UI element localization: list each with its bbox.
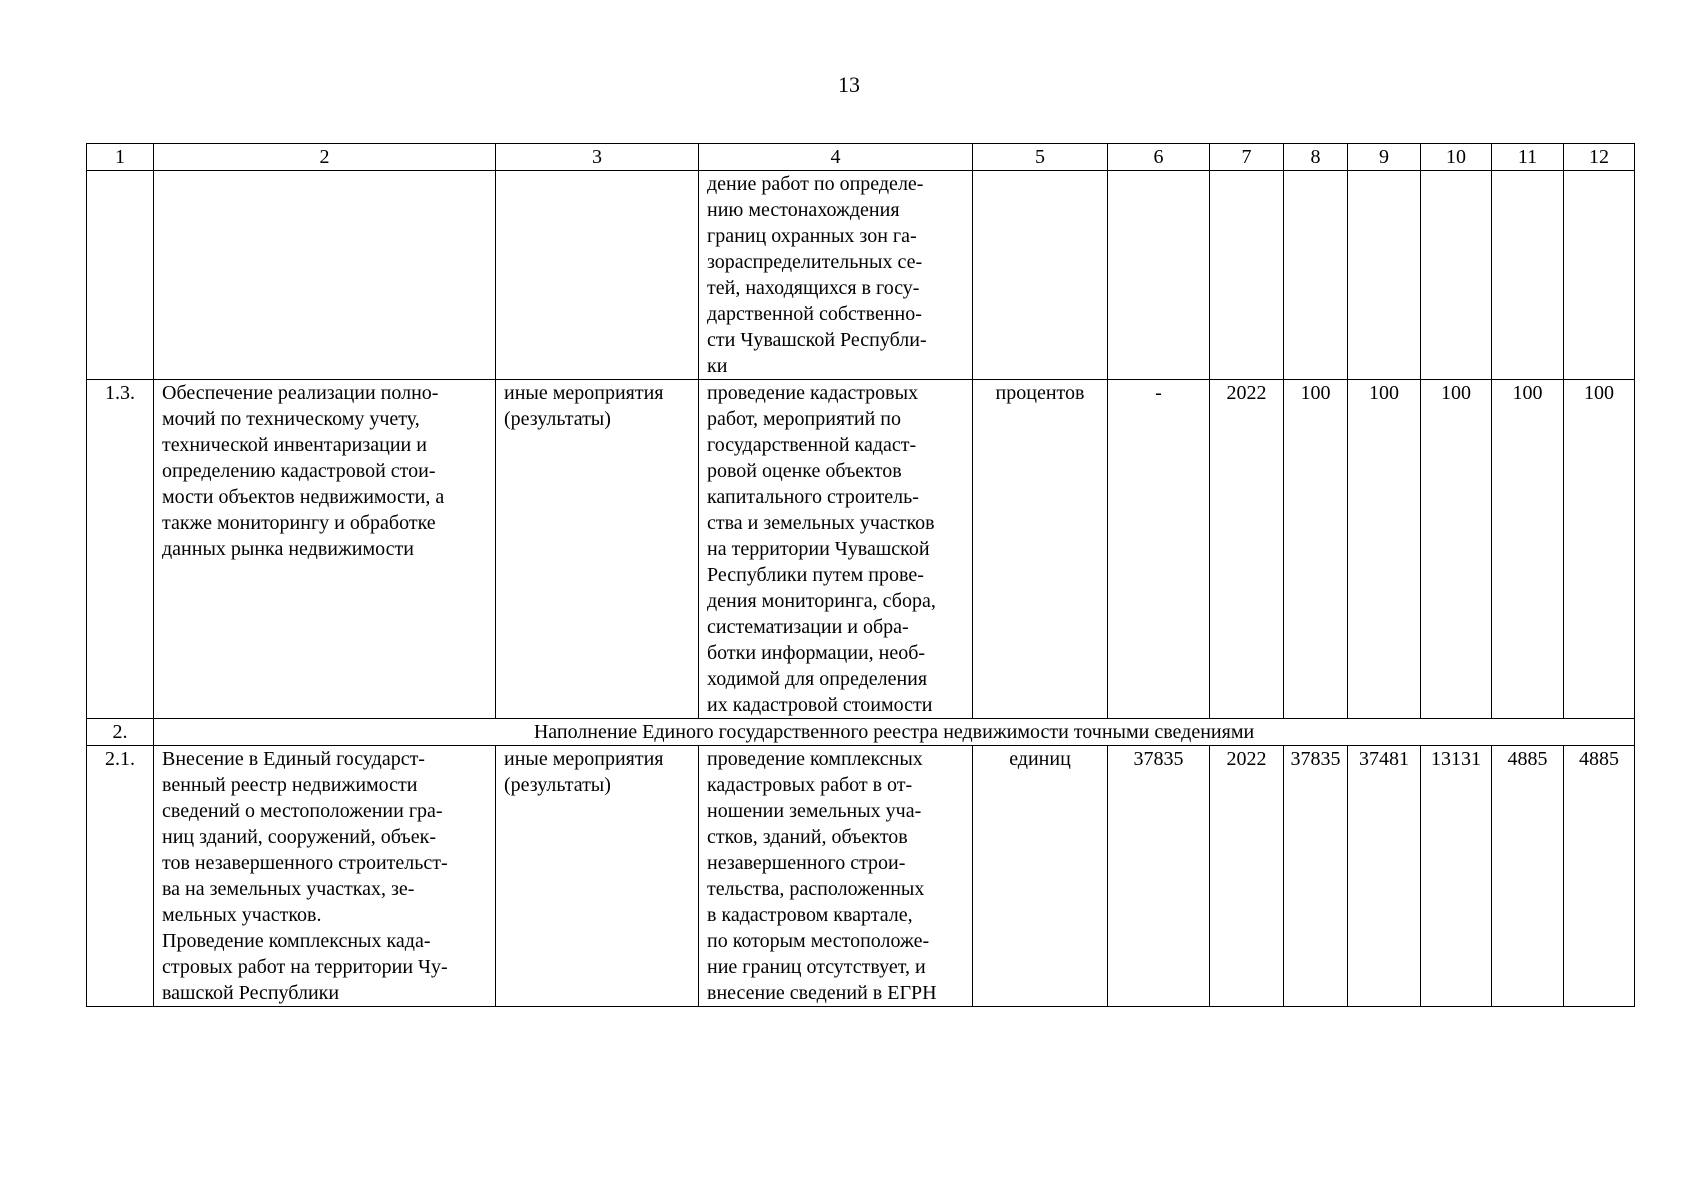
cell-description: дение работ по определе- нию местонахождения границ охранных зон га- зораспределительных се- тей, находящихся в госу- дарственной собственно- сти Чувашской Республи- ки	[699, 171, 973, 380]
page-number: 13	[838, 72, 860, 97]
column-header: 4	[699, 144, 973, 171]
cell-unit: процентов	[973, 380, 1108, 719]
cell-value-12: 4885	[1564, 746, 1635, 1007]
cell-value-12: 100	[1564, 380, 1635, 719]
column-header: 1	[87, 144, 154, 171]
column-header: 6	[1108, 144, 1210, 171]
column-header: 10	[1421, 144, 1492, 171]
column-header: 5	[973, 144, 1108, 171]
cell-base-value: 37835	[1108, 746, 1210, 1007]
cell-name: Обеспечение реализации полно- мочий по техническому учету, технической инвентаризации и определению кадастровой стои- мости объектов недвижимости, а также мониторингу и обработке данных рынка недвижимости	[154, 380, 496, 719]
column-header-row	[87, 144, 1635, 171]
column-header: 9	[1348, 144, 1421, 171]
indicators-table	[86, 143, 1635, 1007]
cell-value-10: 13131	[1421, 746, 1492, 1007]
cell-section-number: 2.	[87, 719, 154, 746]
column-header: 11	[1492, 144, 1564, 171]
table-row-1-3	[87, 380, 1635, 719]
table-row-section-2	[87, 719, 1635, 746]
table-row-continuation	[87, 171, 1635, 380]
cell-description: проведение комплексных кадастровых работ в от- ношении земельных уча- стков, зданий, объектов незавершенного строи- тельства, расположенных в кадастровом квартале, по которым местоположе- ние границ отсутствует, и внесение сведений в ЕГРН	[699, 746, 973, 1007]
column-header: 8	[1284, 144, 1348, 171]
cell-section-title: Наполнение Единого государственного реестра недвижимости точными сведениями	[154, 719, 1635, 746]
cell-type: иные мероприятия (результаты)	[496, 746, 699, 1007]
cell-base-value: -	[1108, 380, 1210, 719]
column-header: 12	[1564, 144, 1635, 171]
column-header: 2	[154, 144, 496, 171]
column-header: 3	[496, 144, 699, 171]
cell-value-10: 100	[1421, 380, 1492, 719]
cell-value-11: 4885	[1492, 746, 1564, 1007]
cell-value-8: 100	[1284, 380, 1348, 719]
cell-value-11: 100	[1492, 380, 1564, 719]
cell-row-number: 1.3.	[87, 380, 154, 719]
table-row-2-1	[87, 746, 1635, 1007]
cell-base-year: 2022	[1210, 380, 1284, 719]
cell-value-8: 37835	[1284, 746, 1348, 1007]
cell-row-number: 2.1.	[87, 746, 154, 1007]
cell-name: Внесение в Единый государст- венный реестр недвижимости сведений о местоположении гра- ниц зданий, сооружений, объек- тов незавершенного строительст- ва на земельных участках, зе- мельных участков. Проведение комплексных када- стровых работ на территории Чу- вашской Республики	[154, 746, 496, 1007]
cell-unit: единиц	[973, 746, 1108, 1007]
column-header: 7	[1210, 144, 1284, 171]
cell-value-9: 100	[1348, 380, 1421, 719]
cell-description: проведение кадастровых работ, мероприятий по государственной кадаст- ровой оценке объектов капитального строитель- ства и земельных участков на территории Чувашской Республики путем прове- дения мониторинга, сбора, систематизации и обра- ботки информации, необ- ходимой для определения их кадастровой стоимости	[699, 380, 973, 719]
cell-value-9: 37481	[1348, 746, 1421, 1007]
cell-type: иные мероприятия (результаты)	[496, 380, 699, 719]
cell-base-year: 2022	[1210, 746, 1284, 1007]
